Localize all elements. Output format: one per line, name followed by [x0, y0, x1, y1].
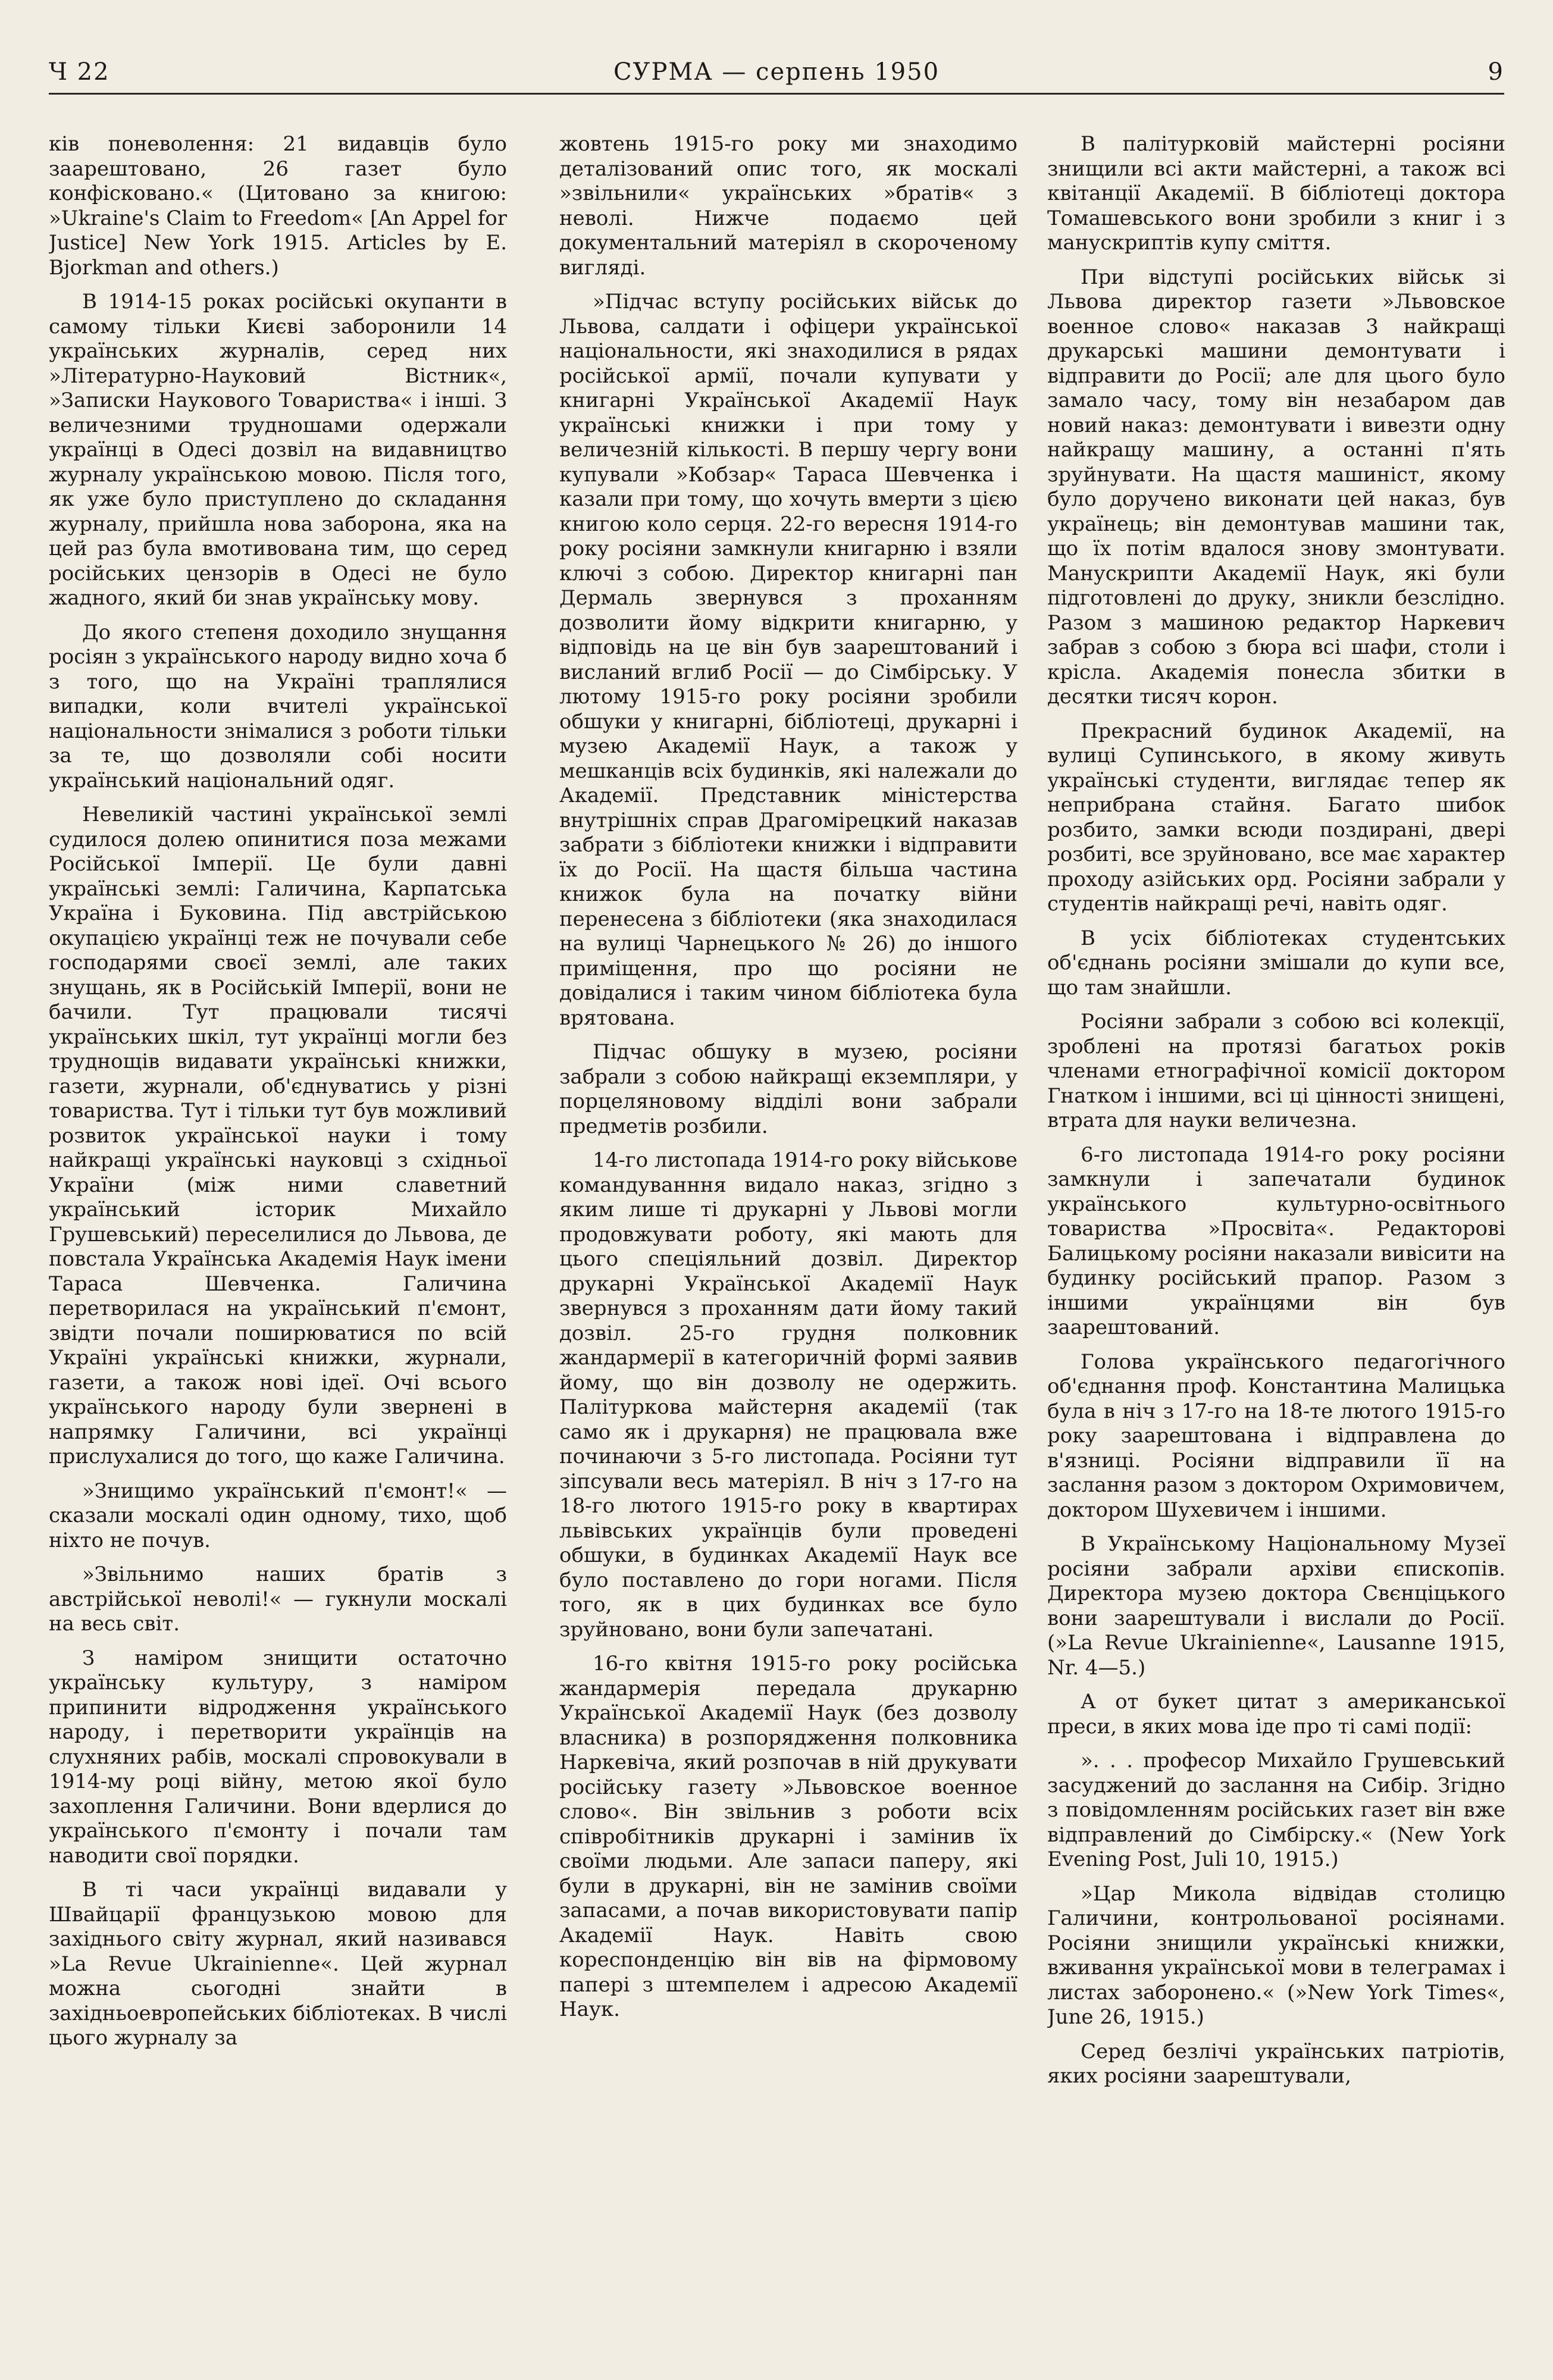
paragraph: »Звільнимо наших братів з австрійської неволі!« — гукнули москалі на весь світ.: [49, 1562, 507, 1636]
paragraph: При відступі російських військ зі Львова директор газети »Львовское военное слово« наказав 3 найкращі друкарські машини демонтувати і відправити до Росії; але для цього було замало часу, тому він незабаром дав новий наказ: демонтувати і вивезти одну найкращу машину, а останні п'ять зруйнувати. На щастя машиніст, якому було доручено виконати цей наказ, був українець; він демонтував машини так, що їх потім вдалося знову змонтувати. Манускрипти Академії Наук, які були підготовлені до друку, зникли безслідно. Разом з машиною редактор Наркевич забрав з собою з бюра всі шафи, столи і крісла. Академія понесла збитки в десятки тисяч корон.: [1047, 265, 1505, 709]
paragraph: В 1914-15 роках російські окупанти в самому тільки Києві заборонили 14 українських журналів, серед них »Літературно-Науковий Вістник«, »Записки Наукового Товариства« і інші. З величезними трудношами одержали українці в Одесі дозвіл на видавництво журналу українською мовою. Після того, як уже було приступлено до складання журналу, прийшла нова заборона, яка на цей раз була вмотивована тим, що серед російських цензорів в Одесі не було жадного, який би знав українську мову.: [49, 290, 507, 610]
paragraph: »Цар Микола відвідав столицю Галичини, контрольованої росіянами. Росіяни знищили українські книжки, вживання української мови в телеграмах і листах заборонено.« (»New York Times«, June 26, 1915.): [1047, 1881, 1505, 2029]
publication-title: СУРМА — серпень 1950: [613, 58, 940, 86]
paragraph: Невеликій частині української землі судилося долею опинитися поза межами Російської Імперії. Це були давні українські землі: Галичина, Карпатська Україна і Буковина. Під австрійською окупацією українці теж не почували себе господарями своєї землі, але таких знущань, як в Російській Імперії, вони не бачили. Тут працювали тисячі українських шкіл, тут українці могли без труднощів видавати українські книжки, газети, журнали, об'єднуватись у різні товариства. Тут і тільки тут був можливий розвиток української науки і тому найкращі українські науковці з східньої України (між ними славетний український історик Михайло Грушевський) переселилися до Львова, де повстала Українська Академія Наук імени Тараса Шевченка. Галичина перетворилася на український п'ємонт, звідти почали поширюватися по всій Україні українські книжки, журнали, газети, а також нові ідеї. Очі всього українського народу були звернені в напрямку Галичини, всі українці прислухалися до того, що каже Галичина.: [49, 803, 507, 1468]
paragraph: 6-го листопада 1914-го року росіяни замкнули і запечатали будинок українського культурно-освітнього товариства »Просвіта«. Редакторові Балицькому росіяни наказали вивісити на будинку російський прапор. Разом з іншими українцями він був заарештований.: [1047, 1142, 1505, 1339]
paragraph: Прекрасний будинок Академії, на вулиці Супинського, в якому живуть українські студенти, виглядає тепер як неприбрана стайня. Багато шибок розбито, замки всюди поздирані, двері розбиті, все зруйновано, все має характер проходу азійських орд. Росіяни забрали у студентів найкращі речі, навіть одяг.: [1047, 719, 1505, 916]
paragraph: Росіяни забрали з собою всі колекції, зроблені на протязі багатьох років членами етнографічної комісії доктором Гнатком і іншими, всі ці цінності знищені, втрата для науки величезна.: [1047, 1010, 1505, 1132]
paragraph: В палітурковій майстерні росіяни знищили всі акти майстерні, а також всі квітанції Академії. В бібліотеці доктора Томашевського вони зробили з книг і з манускриптів купу сміття.: [1047, 132, 1505, 255]
page-number: 9: [1488, 58, 1504, 86]
paragraph: Голова українського педагогічного об'єднання проф. Константина Малицька була в ніч з 17-го на 18-те лютого 1915-го року заарештована і відправлена до в'язниці. Росіяни відправили її на заслання разом з доктором Охримовичем, доктором Шухевичем і іншими.: [1047, 1349, 1505, 1522]
paragraph: В Українському Національному Музеї росіяни забрали архіви єпископів. Директора музею доктора Свєнціцького вони заарештували і вислали до Росії. (»La Revue Ukrainienne«, Lausanne 1915, Nr. 4—5.): [1047, 1532, 1505, 1680]
paragraph: А от букет цитат з американської преси, в яких мова іде про ті самі події:: [1047, 1690, 1505, 1739]
paragraph: »Знищимо український п'ємонт!« — сказали москалі один одному, тихо, щоб ніхто не почув.: [49, 1479, 507, 1552]
paragraph: Підчас обшуку в музею, росіяни забрали з собою найкращі екземпляри, у порцеляновому відділі вони забрали предметів розбили.: [559, 1040, 1017, 1138]
paragraph: До якого степеня доходило знущання росіян з українського народу видно хоча б з того, що на Україні траплялися випадки, коли вчителі української національности знімалися з роботи тільки за те, що дозволяли собі носити український національний одяг.: [49, 620, 507, 793]
paragraph: жовтень 1915-го року ми знаходимо деталізований опис того, як москалі »звільнили« українських »братів« з неволі. Нижче подаємо цей документальний матеріял в скороченому вигляді.: [559, 132, 1017, 280]
paragraph: 16-го квітня 1915-го року російська жандармерія передала друкарню Української Академії Наук (без дозволу власника) в розпорядження полковника Наркевіча, який розпочав в ній друкувати російську газету »Львовское военное слово«. Він звільнив з роботи всіх співробітників друкарні і замінив їх своїми людьми. Але запаси паперу, які були в друкарні, він не замінив своїми запасами, а почав використовувати папір Академії Наук. Навіть свою кореспонденцію він вів на фірмовому папері з штемпелем і адресою Академії Наук.: [559, 1652, 1017, 2021]
paragraph: »Підчас вступу російських військ до Львова, салдати і офіцери української національности, які знаходилися в рядах російської армії, почали купувати у книгарні Української Академії Наук українські книжки і при тому у величезній кількості. В першу чергу вони купували »Кобзар« Тараса Шевченка і казали при тому, що хочуть вмерти з цією книгою коло серця. 22-го вересня 1914-го року росіяни замкнули книгарню і взяли ключі з собою. Директор книгарні пан Дермаль звернувся з проханням дозволити йому відкрити книгарню, у відповідь на це він був заарештований і висланий вглиб Росії — до Сімбірську. У лютому 1915-го року росіяни зробили обшуки у книгарні, бібліотеці, друкарні і музею Академії Наук, а також у мешканців всіх будинків, які належали до Академії. Представник міністерства внутрішніх справ Драгомірецкий наказав забрати з бібліотеки книжки і відправити їх до Росії. На щастя більша частина книжок була на початку війни перенесена з бібліотеки (яка знаходилася на вулиці Чарнецького № 26) до іншого приміщення, про що росіяни не довідалися і таким чином бібліотека була врятована.: [559, 290, 1017, 1030]
paragraph: Серед безлічі українських патріотів, яких росіяни заарештували,: [1047, 2039, 1505, 2088]
column-2: [559, 132, 1017, 2357]
paragraph: 14-го листопада 1914-го року військове командуванння видало наказ, згідно з яким лише ті друкарні у Львові могли продовжувати роботу, які мають для цього спеціяльний дозвіл. Директор друкарні Української Академії Наук звернувся з проханням дати йому такий дозвіл. 25-го грудня полковник жандармерії в категоричній формі заявив йому, що він дозволу не одержить. Палітуркова майстерня академії (так само як і друкарня) не працювала вже починаючи з 5-го листопада. Росіяни тут зіпсували весь матеріял. В ніч з 17-го на 18-го лютого 1915-го року в квартирах львівських українців були проведені обшуки, в будинках Академії Наук все було поставлено до гори ногами. Після того, як в цих будинках все було зруйновано, вони були запечатані.: [559, 1148, 1017, 1642]
paragraph: ». . . професор Михайло Грушевський засуджений до заслання на Сибір. Згідно з повідомленням російських газет він вже відправлений до Сімбірску.« (New York Evening Post, Juli 10, 1915.): [1047, 1749, 1505, 1871]
page-code: Ч 22: [49, 58, 110, 86]
paragraph: В ті часи українці видавали у Швайцарії французькою мовою для західнього світу журнал, який називався »La Revue Ukrainienne«. Цей журнал можна сьогодні знайти в західньоевропейських бібліотеках. В числі цього журналу за: [49, 1878, 507, 2050]
paragraph: ків поневолення: 21 видавців було заарештовано, 26 газет було конфісковано.« (Цитовано за книгою: »Ukraine's Claim to Freedom« [An Appel for Justice] New York 1915. Articles by E. Bjorkman and others.): [49, 132, 507, 280]
paragraph: З наміром знищити остаточно українську культуру, з наміром припинити відродження українського народу, і перетворити українців на слухняних рабів, москалі спровокували в 1914-му році війну, метою якої було захоплення Галичини. Вони вдерлися до українського п'ємонту і почали там наводити свої порядки.: [49, 1646, 507, 1868]
paragraph: В усіх бібліотеках студентських об'єднань росіяни змішали до купи все, що там знайшли.: [1047, 926, 1505, 1000]
column-3: [1047, 132, 1505, 2357]
column-1: [49, 132, 507, 2357]
page-header: [49, 51, 1504, 95]
